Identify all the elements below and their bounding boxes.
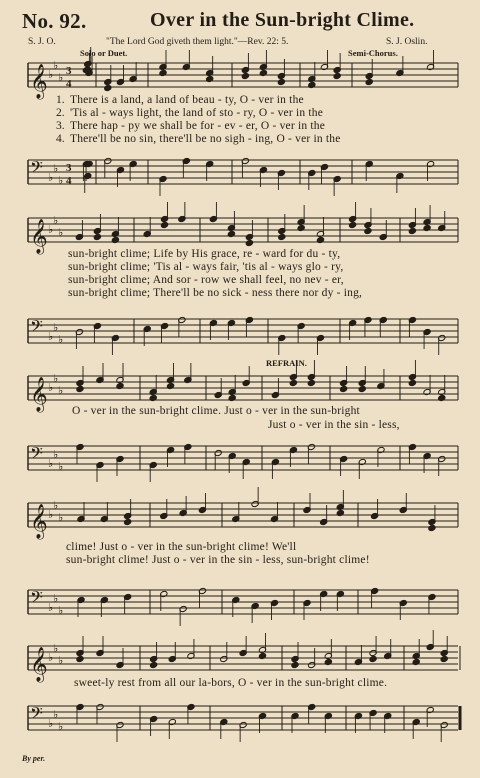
system-1-treble-staff [0, 57, 480, 99]
svg-text:♭: ♭ [53, 448, 59, 461]
verse-text: There hap - py we shall be for - ev - er, O - ver in the [70, 120, 326, 132]
svg-text:𝄢: 𝄢 [30, 316, 43, 340]
refrain-label: REFRAIN. [266, 358, 307, 368]
svg-text:♭: ♭ [58, 71, 64, 84]
svg-text:♭: ♭ [48, 508, 54, 521]
svg-text:♭: ♭ [53, 372, 59, 385]
system-5-bass-staff [0, 700, 480, 736]
svg-text:𝄞: 𝄞 [30, 377, 48, 412]
verse-number: 1. [56, 94, 65, 106]
system-1-bass-staff [0, 154, 480, 190]
refrain-line-2-bass: sun-bright clime! Just o - ver in the sin - less, sun-bright clime! [66, 554, 370, 566]
svg-text:♭: ♭ [53, 162, 59, 175]
verse-number: 3. [56, 120, 65, 132]
verse-3-line-2: sun-bright clime; And sor - row we shall feel, no nev - er, [68, 274, 344, 286]
svg-text:♭: ♭ [58, 460, 64, 473]
svg-text:♭: ♭ [58, 604, 64, 617]
svg-text:♭: ♭ [53, 214, 59, 227]
refrain-line-1-soprano: O - ver in the sun-bright clime. Just o - ver in the sun-bright [72, 405, 360, 417]
svg-text:𝄢: 𝄢 [30, 703, 43, 727]
refrain-line-1-bass: Just o - ver in the sin - less, [268, 419, 400, 431]
hymn-number: No. 92. [22, 9, 87, 33]
svg-text:𝄞: 𝄞 [30, 64, 48, 99]
svg-text:4: 4 [66, 78, 72, 90]
composer-name: S. J. Oslin. [386, 37, 428, 47]
svg-text:♭: ♭ [48, 330, 54, 343]
svg-text:𝄢: 𝄢 [30, 443, 43, 467]
svg-text:♭: ♭ [48, 717, 54, 730]
semi-chorus-label: Semi-Chorus. [348, 48, 398, 58]
svg-text:𝄢: 𝄢 [30, 157, 43, 181]
svg-text:♭: ♭ [48, 601, 54, 614]
verse-2-line-2: sun-bright clime; 'Tis al - ways fair, 'tis al - ways glo - ry, [68, 261, 344, 273]
system-2-bass-staff [0, 313, 480, 349]
verse-4-line-2: sun-bright clime; There'll be no sick - ness there nor dy - ing, [68, 287, 363, 299]
hymn-title: Over in the Sun-bright Clime. [150, 9, 415, 31]
svg-text:♭: ♭ [48, 457, 54, 470]
svg-text:𝄢: 𝄢 [30, 587, 43, 611]
verse-text: There'll be no sin, there'll be no sigh - ing, O - ver in the [70, 133, 341, 145]
svg-text:3: 3 [66, 162, 72, 174]
scripture-reference: "The Lord God giveth them light."—Rev. 22: 5. [106, 37, 289, 47]
system-4-treble-staff [0, 497, 480, 539]
svg-text:♭: ♭ [58, 511, 64, 524]
svg-text:♭: ♭ [58, 333, 64, 346]
svg-text:♭: ♭ [48, 68, 54, 81]
svg-text:♭: ♭ [53, 592, 59, 605]
svg-text:♭: ♭ [53, 642, 59, 655]
svg-text:4: 4 [66, 175, 72, 187]
svg-text:♭: ♭ [48, 651, 54, 664]
system-3-bass-staff [0, 440, 480, 476]
system-5-treble-staff [0, 640, 480, 682]
verse-1-line-2: sun-bright clime; Life by His grace, re - ward for du - ty, [68, 248, 341, 260]
refrain-line-3: sweet-ly rest from all our la-bors, O - ver in the sun-bright clime. [74, 677, 388, 689]
svg-text:𝄞: 𝄞 [30, 219, 48, 254]
svg-text:♭: ♭ [53, 499, 59, 512]
svg-text:♭: ♭ [48, 171, 54, 184]
verse-text: There is a land, a land of beau - ty, O - ver in the [70, 94, 304, 106]
svg-text:3: 3 [66, 65, 72, 77]
svg-text:♭: ♭ [58, 384, 64, 397]
svg-text:♭: ♭ [48, 223, 54, 236]
svg-text:𝄞: 𝄞 [30, 647, 48, 682]
svg-text:♭: ♭ [48, 381, 54, 394]
svg-text:♭: ♭ [58, 720, 64, 733]
refrain-line-2-soprano: clime! Just o - ver in the sun-bright clime! We'll [66, 541, 297, 553]
svg-text:♭: ♭ [53, 321, 59, 334]
svg-text:♭: ♭ [53, 59, 59, 72]
solo-label: Solo or Duet. [80, 48, 128, 58]
footer-note: By per. [22, 754, 46, 763]
system-4-bass-staff [0, 584, 480, 620]
svg-text:♭: ♭ [53, 708, 59, 721]
verse-number: 2. [56, 107, 65, 119]
svg-text:♭: ♭ [58, 174, 64, 187]
author-initials: S. J. O. [28, 37, 56, 47]
verse-text: 'Tis al - ways light, the land of sto - ry, O - ver in the [70, 107, 324, 119]
svg-text:♭: ♭ [58, 654, 64, 667]
svg-text:♭: ♭ [58, 226, 64, 239]
svg-text:𝄞: 𝄞 [30, 504, 48, 539]
verse-number: 4. [56, 133, 65, 145]
